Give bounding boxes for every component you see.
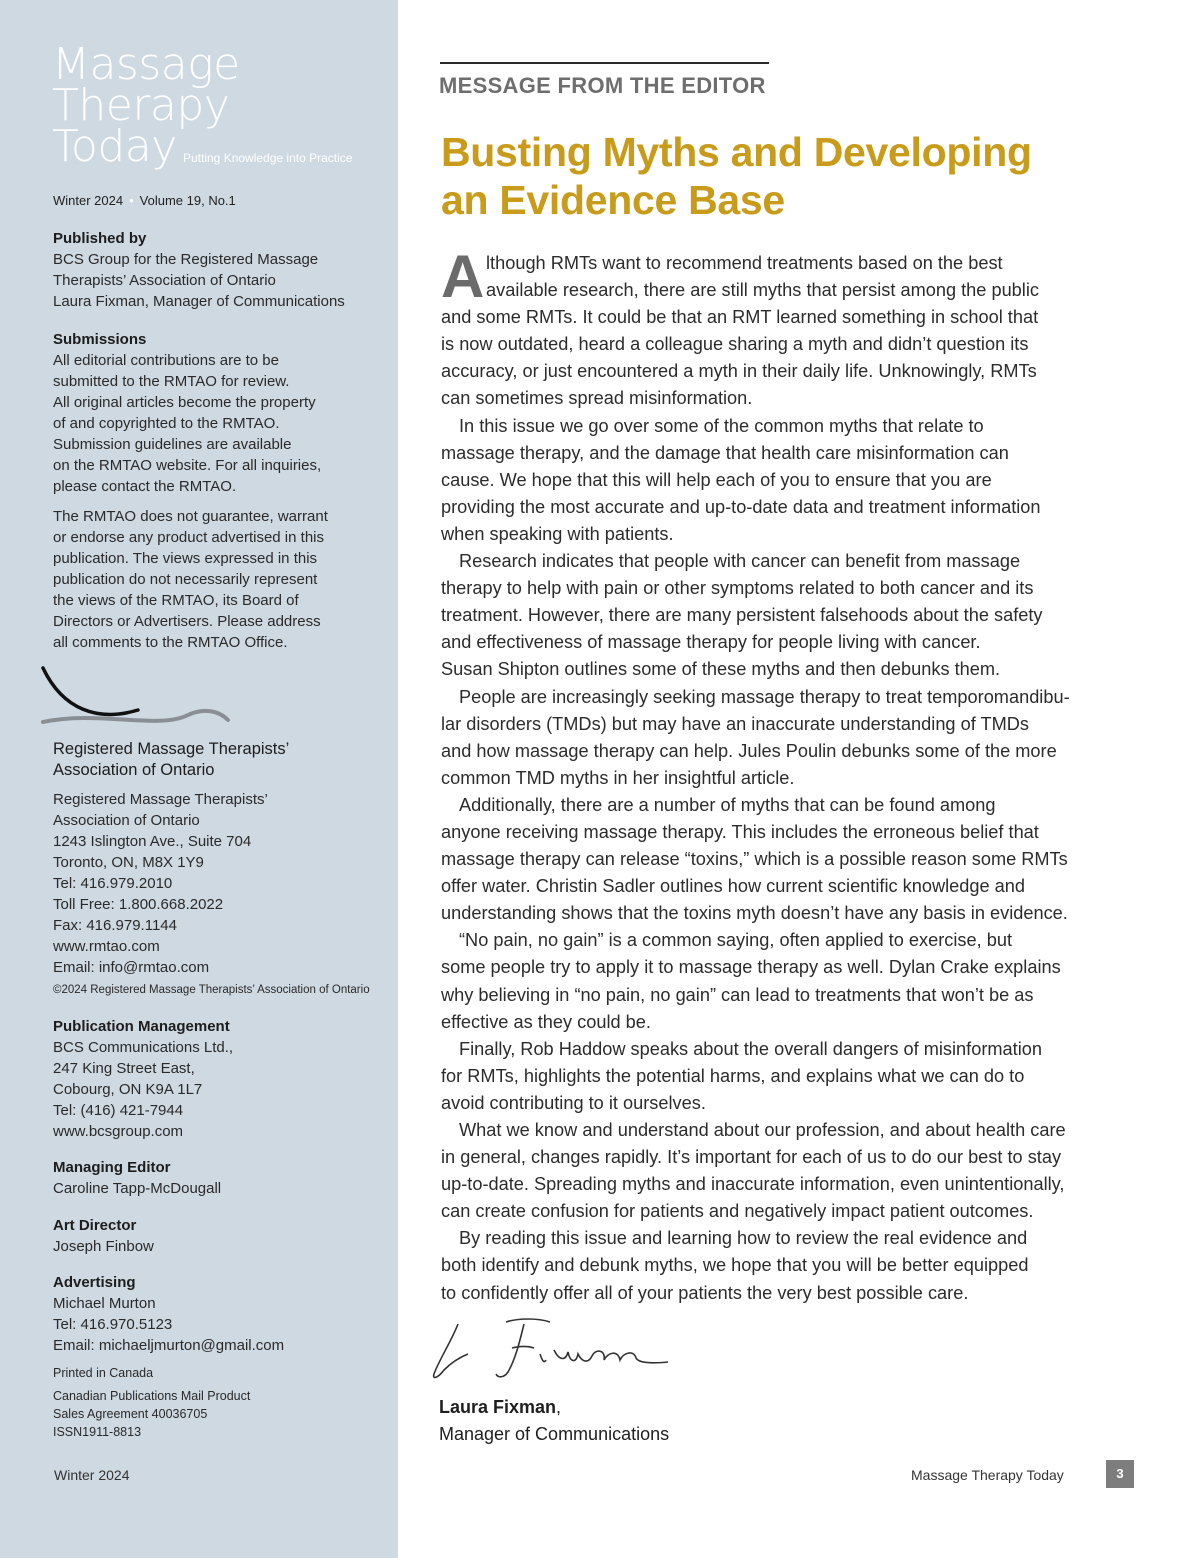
submissions-line: submitted to the RMTAO for review. — [53, 373, 290, 390]
signature-name — [439, 1393, 561, 1421]
editor-name: Laura Fixman — [439, 1397, 557, 1417]
contact-section — [53, 789, 370, 1002]
article-body — [441, 243, 1131, 1307]
masthead-line-2: Therapy — [52, 80, 230, 131]
body-line: massage therapy, and the damage that health care misinformation can — [441, 442, 1009, 463]
art-director-heading: Art Director — [53, 1217, 137, 1234]
title-line-2: an Evidence Base — [441, 177, 785, 223]
body-line: understanding shows that the toxins myth doesn’t have any basis in evidence. — [441, 903, 1068, 924]
mail-line: Canadian Publications Mail Product — [53, 1389, 251, 1403]
contact-line: Fax: 416.979.1144 — [53, 917, 177, 934]
body-line: up-to-date. Spreading myths and inaccurate information, even unintentionally, — [441, 1174, 1065, 1195]
copyright-notice: ©2024 Registered Massage Therapists’ Association of Ontario — [53, 984, 370, 996]
disclaimer-line: publication. The views expressed in this — [53, 550, 318, 567]
body-line: accuracy, or just encountered a myth in their daily life. Unknowingly, RMTs — [441, 361, 1037, 382]
body-line: available research, there are still myths that persist among the public — [486, 280, 1039, 301]
mail-agreement-section — [53, 1387, 250, 1441]
contact-email[interactable]: Email: info@rmtao.com — [53, 959, 210, 976]
submissions-line: on the RMTAO website. For all inquiries, — [53, 457, 322, 474]
body-line: By reading this issue and learning how to review the real evidence and — [459, 1228, 1028, 1249]
issue-info — [53, 193, 236, 208]
body-line: lthough RMTs want to recommend treatments based on the best — [486, 253, 1003, 273]
body-line: both identify and debunk myths, we hope that you will be better equipped — [441, 1255, 1029, 1276]
contact-line: Registered Massage Therapists’ — [53, 791, 268, 808]
footer-publication-name: Massage Therapy Today — [911, 1467, 1064, 1483]
rmtao-swoosh-logo — [38, 660, 238, 740]
title-line-1: Busting Myths and Developing — [441, 129, 1032, 175]
body-line: to confidently offer all of your patients the very best possible care. — [441, 1282, 969, 1303]
published-by-line: Therapists’ Association of Ontario — [53, 272, 276, 289]
body-line: In this issue we go over some of the common myths that relate to — [459, 415, 984, 436]
sidebar — [0, 0, 398, 1558]
body-line: avoid contributing to it ourselves. — [441, 1092, 706, 1113]
handwritten-signature — [428, 1312, 688, 1387]
disclaimer-line: the views of the RMTAO, its Board of — [53, 592, 299, 609]
managing-editor-name: Caroline Tapp-McDougall — [53, 1180, 222, 1197]
submissions-heading: Submissions — [53, 331, 147, 348]
body-line: for RMTs, highlights the potential harms, and explains what we can do to — [441, 1065, 1025, 1086]
issue-season: Winter 2024 — [53, 193, 124, 208]
body-line: in general, changes rapidly. It’s important for each of us to do our best to stay — [441, 1147, 1062, 1168]
disclaimer-line: The RMTAO does not guarantee, warrant — [53, 508, 328, 525]
contact-line: 1243 Islington Ave., Suite 704 — [53, 833, 252, 850]
submissions-line: of and copyrighted to the RMTAO. — [53, 415, 280, 432]
editor-title: Manager of Communications — [439, 1424, 670, 1444]
body-line: offer water. Christin Sadler outlines how current scientific knowledge and — [441, 876, 1025, 897]
publication-management-website[interactable]: www.bcsgroup.com — [53, 1123, 184, 1140]
body-line: What we know and understand about our profession, and about health care — [459, 1120, 1066, 1140]
body-line: anyone receiving massage therapy. This includes the erroneous belief that — [441, 821, 1039, 842]
body-line: People are increasingly seeking massage therapy to treat temporomandibu- — [459, 686, 1070, 707]
published-by-section — [53, 228, 345, 312]
advertising-heading: Advertising — [53, 1274, 136, 1291]
body-line: “No pain, no gain” is a common saying, often applied to exercise, but — [459, 930, 1013, 951]
advertising-line: Tel: 416.970.5123 — [53, 1316, 173, 1333]
body-line: can create confusion for patients and negatively impact patient outcomes. — [441, 1201, 1034, 1222]
published-by-heading: Published by — [53, 230, 147, 247]
body-line: is now outdated, heard a colleague sharing a myth and didn’t question its — [441, 334, 1029, 355]
association-name-line-2: Association of Ontario — [53, 761, 215, 779]
body-line: and how massage therapy can help. Jules Poulin debunks some of the more — [441, 740, 1057, 761]
body-line: Susan Shipton outlines some of these myths and then debunks them. — [441, 659, 1001, 680]
publication-management-heading: Publication Management — [53, 1018, 230, 1035]
published-by-line: BCS Group for the Registered Massage — [53, 251, 319, 268]
disclaimer-section — [53, 506, 328, 653]
submissions-line: All original articles become the property — [53, 394, 316, 411]
mail-line: ISSN1911-8813 — [53, 1425, 142, 1439]
art-director-section — [53, 1215, 154, 1257]
publication-management-line: BCS Communications Ltd., — [53, 1039, 234, 1056]
body-line: when speaking with patients. — [441, 523, 674, 544]
advertising-section — [53, 1272, 284, 1356]
body-line: providing the most accurate and up-to-date data and treatment information — [441, 496, 1041, 517]
contact-line: Toronto, ON, M8X 1Y9 — [53, 854, 204, 871]
body-line: cause. We hope that this will help each of you to ensure that you are — [441, 469, 992, 490]
publication-management-line: Cobourg, ON K9A 1L7 — [53, 1081, 203, 1098]
body-line: therapy to help with pain or other symptoms related to both cancer and its — [441, 578, 1034, 599]
drop-cap: A — [441, 243, 485, 310]
submissions-line: please contact the RMTAO. — [53, 478, 237, 495]
body-line: massage therapy can release “toxins,” which is a possible reason some RMTs — [441, 849, 1068, 870]
body-line: lar disorders (TMDs) but may have an inaccurate understanding of TMDs — [441, 713, 1029, 734]
body-line: Finally, Rob Haddow speaks about the overall dangers of misinformation — [459, 1038, 1042, 1059]
body-line: common TMD myths in her insightful article. — [441, 767, 795, 788]
art-director-name: Joseph Finbow — [53, 1238, 154, 1255]
disclaimer-line: or endorse any product advertised in this — [53, 529, 324, 546]
submissions-section — [53, 329, 321, 497]
contact-line: Tel: 416.979.2010 — [53, 875, 173, 892]
body-line: effective as they could be. — [441, 1011, 651, 1032]
masthead-tagline: Putting Knowledge into Practice — [183, 151, 353, 165]
footer-issue-date: Winter 2024 — [54, 1467, 130, 1483]
managing-editor-heading: Managing Editor — [53, 1159, 171, 1176]
separator-dot: • — [129, 193, 134, 208]
contact-line: Toll Free: 1.800.668.2022 — [53, 896, 224, 913]
body-line: and some RMTs. It could be that an RMT learned something in school that — [441, 307, 1039, 328]
kicker-rule — [440, 62, 769, 64]
body-line: some people try to apply it to massage therapy as well. Dylan Crake explains — [441, 957, 1061, 978]
publication-management-line: Tel: (416) 421-7944 — [53, 1102, 184, 1119]
association-logo-name — [53, 739, 289, 781]
advertising-line: Michael Murton — [53, 1295, 156, 1312]
submissions-line: All editorial contributions are to be — [53, 352, 279, 369]
publication-management-line: 247 King Street East, — [53, 1060, 195, 1077]
issue-volume: Volume 19, No.1 — [139, 193, 236, 208]
published-by-line: Laura Fixman, Manager of Communications — [53, 293, 345, 310]
section-kicker: MESSAGE FROM THE EDITOR — [439, 73, 766, 98]
disclaimer-line: all comments to the RMTAO Office. — [53, 634, 288, 651]
body-line: can sometimes spread misinformation. — [441, 388, 753, 409]
masthead-line-1: Massage — [52, 39, 240, 90]
body-line: why believing in “no pain, no gain” can lead to treatments that won’t be as — [441, 984, 1034, 1005]
managing-editor-section — [53, 1157, 221, 1199]
body-line: Research indicates that people with cancer can benefit from massage — [459, 551, 1021, 572]
article-title — [441, 128, 1032, 224]
advertising-email[interactable]: Email: michaeljmurton@gmail.com — [53, 1337, 285, 1354]
body-line: Additionally, there are a number of myths that can be found among — [459, 794, 996, 815]
association-name-line-1: Registered Massage Therapists’ — [53, 740, 290, 758]
contact-website-link[interactable]: www.rmtao.com — [53, 938, 160, 955]
submissions-line: Submission guidelines are available — [53, 436, 292, 453]
body-line: and effectiveness of massage therapy for people living with cancer. — [441, 632, 981, 653]
disclaimer-line: publication do not necessarily represent — [53, 571, 318, 588]
masthead-line-3: Today — [52, 121, 177, 172]
page-number-badge: 3 — [1106, 1460, 1134, 1488]
publication-management-section — [53, 1016, 233, 1142]
editor-name-suffix: , — [556, 1397, 562, 1417]
mail-line: Sales Agreement 40036705 — [53, 1407, 208, 1421]
contact-line: Association of Ontario — [53, 812, 200, 829]
disclaimer-line: Directors or Advertisers. Please address — [53, 613, 321, 630]
body-line: treatment. However, there are many persistent falsehoods about the safety — [441, 605, 1043, 626]
masthead-logo — [52, 39, 392, 172]
printed-in-canada: Printed in Canada — [53, 1366, 154, 1380]
printed-notice — [53, 1364, 153, 1382]
